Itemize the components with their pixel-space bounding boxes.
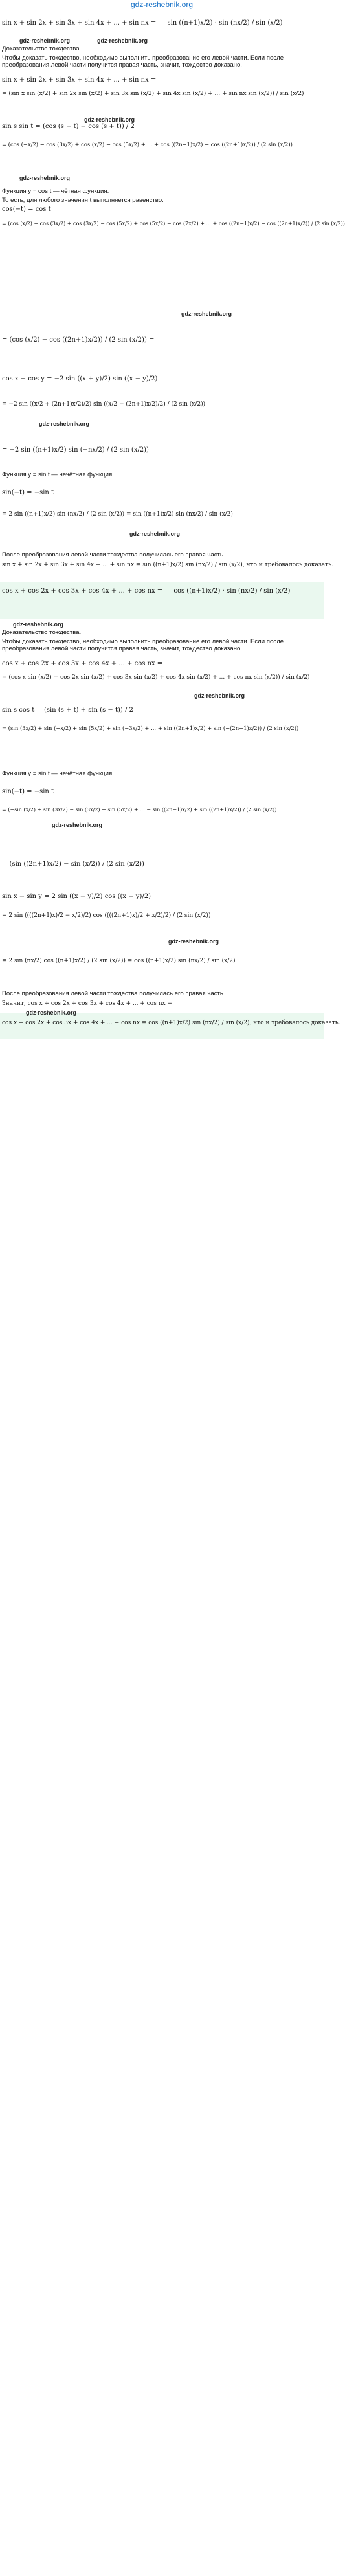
- problem1-even-id: cos(−t) = cos t: [2, 206, 51, 213]
- watermark: gdz-reshebnik.org: [13, 621, 64, 628]
- watermark: gdz-reshebnik.org: [168, 938, 219, 945]
- problem2-odd-note: Функция y = sin t — нечётная функция.: [2, 770, 114, 777]
- problem1-final: sin x + sin 2x + sin 3x + sin 4x + ... + sin nx = sin ((n+1)x/2) sin (nx/2) / sin (x/2), что и требовалось доказать.: [2, 562, 333, 568]
- problem2-proof-plan: Чтобы доказать тождество, необходимо выполнить преобразование его левой части. Если после преобразования левой части получится правая часть, значит, тождество доказано.: [2, 638, 284, 652]
- watermark: gdz-reshebnik.org: [181, 311, 232, 317]
- watermark: gdz-reshebnik.org: [52, 822, 103, 828]
- problem2-step7: = 2 sin (nx/2) cos ((n+1)x/2) / (2 sin (x/2)) = cos ((n+1)x/2) sin (nx/2) / sin (x/2): [2, 958, 236, 964]
- problem2-step2: = (cos x sin (x/2) + cos 2x sin (x/2) + cos 3x sin (x/2) + cos 4x sin (x/2) + ... + cos nx sin (x/2)) / sin (x/2): [2, 674, 310, 681]
- problem1-step8: = 2 sin ((n+1)x/2) sin (nx/2) / (2 sin (x/2)) = sin ((n+1)x/2) sin (nx/2) / sin (x/2): [2, 511, 233, 518]
- problem2-statement-rhs: cos ((n+1)x/2) · sin (nx/2) / sin (x/2): [173, 588, 291, 595]
- watermark: gdz-reshebnik.org: [129, 531, 181, 537]
- problem2-step6: = 2 sin ((((2n+1)x)/2 − x/2)/2) cos ((((2n+1)x)/2 + x/2)/2) / (2 sin (x/2)): [2, 912, 211, 919]
- problem2-odd-id: sin(−t) = −sin t: [2, 788, 54, 795]
- watermark: gdz-reshebnik.org: [26, 1009, 77, 1016]
- problem2-final: cos x + cos 2x + cos 3x + cos 4x + ... + cos nx = cos ((n+1)x/2) sin (nx/2) / sin (x/2), что и требовалось доказать.: [2, 1020, 340, 1026]
- problem2-step5: = (sin ((2n+1)x/2) − sin (x/2)) / (2 sin (x/2)) =: [2, 861, 152, 868]
- site-header[interactable]: gdz-reshebnik.org: [130, 0, 194, 9]
- problem2-step3: = (sin (3x/2) + sin (−x/2) + sin (5x/2) + sin (−3x/2) + ... + sin ((2n+1)x/2) + sin (−(2n−1)x/2)) / (2 sin (x/2)): [2, 725, 299, 731]
- problem1-proof-plan: Чтобы доказать тождество, необходимо выполнить преобразование его левой части. Если после преобразования левой части получится правая часть, значит, тождество доказано.: [2, 54, 284, 69]
- problem1-step4: = (cos (x/2) − cos (3x/2) + cos (3x/2) − cos (5x/2) + cos (5x/2) − cos (7x/2) + ... + cos ((2n−1)x/2) − cos ((2n+1)x/2)) / (2 sin (x/2)): [2, 221, 345, 226]
- problem2-step4: = (−sin (x/2) + sin (3x/2) − sin (3x/2) + sin (5x/2) + ... − sin ((2n−1)x/2) + sin ((2n+1)x/2)) / (2 sin (x/2)): [2, 807, 277, 813]
- watermark: gdz-reshebnik.org: [19, 38, 71, 44]
- problem1-odd-note: Функция y = sin t — нечётная функция.: [2, 471, 114, 478]
- problem1-step2: = (sin x sin (x/2) + sin 2x sin (x/2) + sin 3x sin (x/2) + sin 4x sin (x/2) + ... + sin nx sin (x/2)) / sin (x/2): [2, 91, 304, 97]
- problem1-proof-intro: Доказательство тождества.: [2, 45, 82, 52]
- problem1-odd-id: sin(−t) = −sin t: [2, 489, 54, 496]
- problem1-step1: sin x + sin 2x + sin 3x + sin 4x + ... + sin nx =: [2, 76, 157, 83]
- problem1-diff-id: cos x − cos y = −2 sin ((x + y)/2) sin ((x − y)/2): [2, 375, 158, 382]
- problem1-step3: = (cos (−x/2) − cos (3x/2) + cos (x/2) − cos (5x/2) + ... + cos ((2n−1)x/2) − cos ((2n+1)x/2)) / (2 sin (x/2)): [2, 141, 293, 148]
- problem1-step7: = −2 sin ((n+1)x/2) sin (−nx/2) / (2 sin (x/2)): [2, 446, 149, 454]
- problem2-conclusion: После преобразования левой части тождества получилась его правая часть.: [2, 990, 225, 997]
- watermark: gdz-reshebnik.org: [19, 175, 71, 181]
- problem1-step5: = (cos (x/2) − cos ((2n+1)x/2)) / (2 sin (x/2)) =: [2, 336, 155, 344]
- watermark: gdz-reshebnik.org: [194, 692, 245, 699]
- problem1-even-text: То есть, для любого значения t выполняется равенство:: [2, 197, 164, 204]
- problem2-step1: cos x + cos 2x + cos 3x + cos 4x + ... + cos nx =: [2, 660, 163, 667]
- problem2-known: Значит, cos x + cos 2x + cos 3x + cos 4x + ... + cos nx =: [2, 1000, 172, 1007]
- problem1-conclusion: После преобразования левой части тождества получилась его правая часть.: [2, 551, 225, 558]
- problem2-diff-id: sin x − sin y = 2 sin ((x − y)/2) cos ((x + y)/2): [2, 893, 151, 900]
- problem1-identity: sin s sin t = (cos (s − t) − cos (s + t)) / 2: [2, 123, 135, 130]
- watermark: gdz-reshebnik.org: [84, 116, 135, 123]
- problem2-proof-intro: Доказательство тождества.: [2, 629, 82, 636]
- problem1-even-note: Функция y = cos t — чётная функция.: [2, 188, 109, 195]
- watermark: gdz-reshebnik.org: [97, 38, 148, 44]
- problem1-step6: = −2 sin ((x/2 + (2n+1)x/2)/2) sin ((x/2 − (2n+1)x/2)/2) / (2 sin (x/2)): [2, 401, 206, 408]
- problem1-statement: sin x + sin 2x + sin 3x + sin 4x + ... + sin nx = sin ((n+1)x/2) · sin (nx/2) / sin (x/2): [2, 19, 283, 27]
- problem1-statement-rhs: sin ((n+1)x/2) · sin (nx/2) / sin (x/2): [167, 19, 283, 27]
- problem2-identity: sin s cos t = (sin (s + t) + sin (s − t)) / 2: [2, 707, 133, 714]
- watermark: gdz-reshebnik.org: [39, 421, 90, 427]
- problem2-statement: cos x + cos 2x + cos 3x + cos 4x + ... + cos nx = cos ((n+1)x/2) · sin (nx/2) / sin (x/2): [2, 588, 291, 595]
